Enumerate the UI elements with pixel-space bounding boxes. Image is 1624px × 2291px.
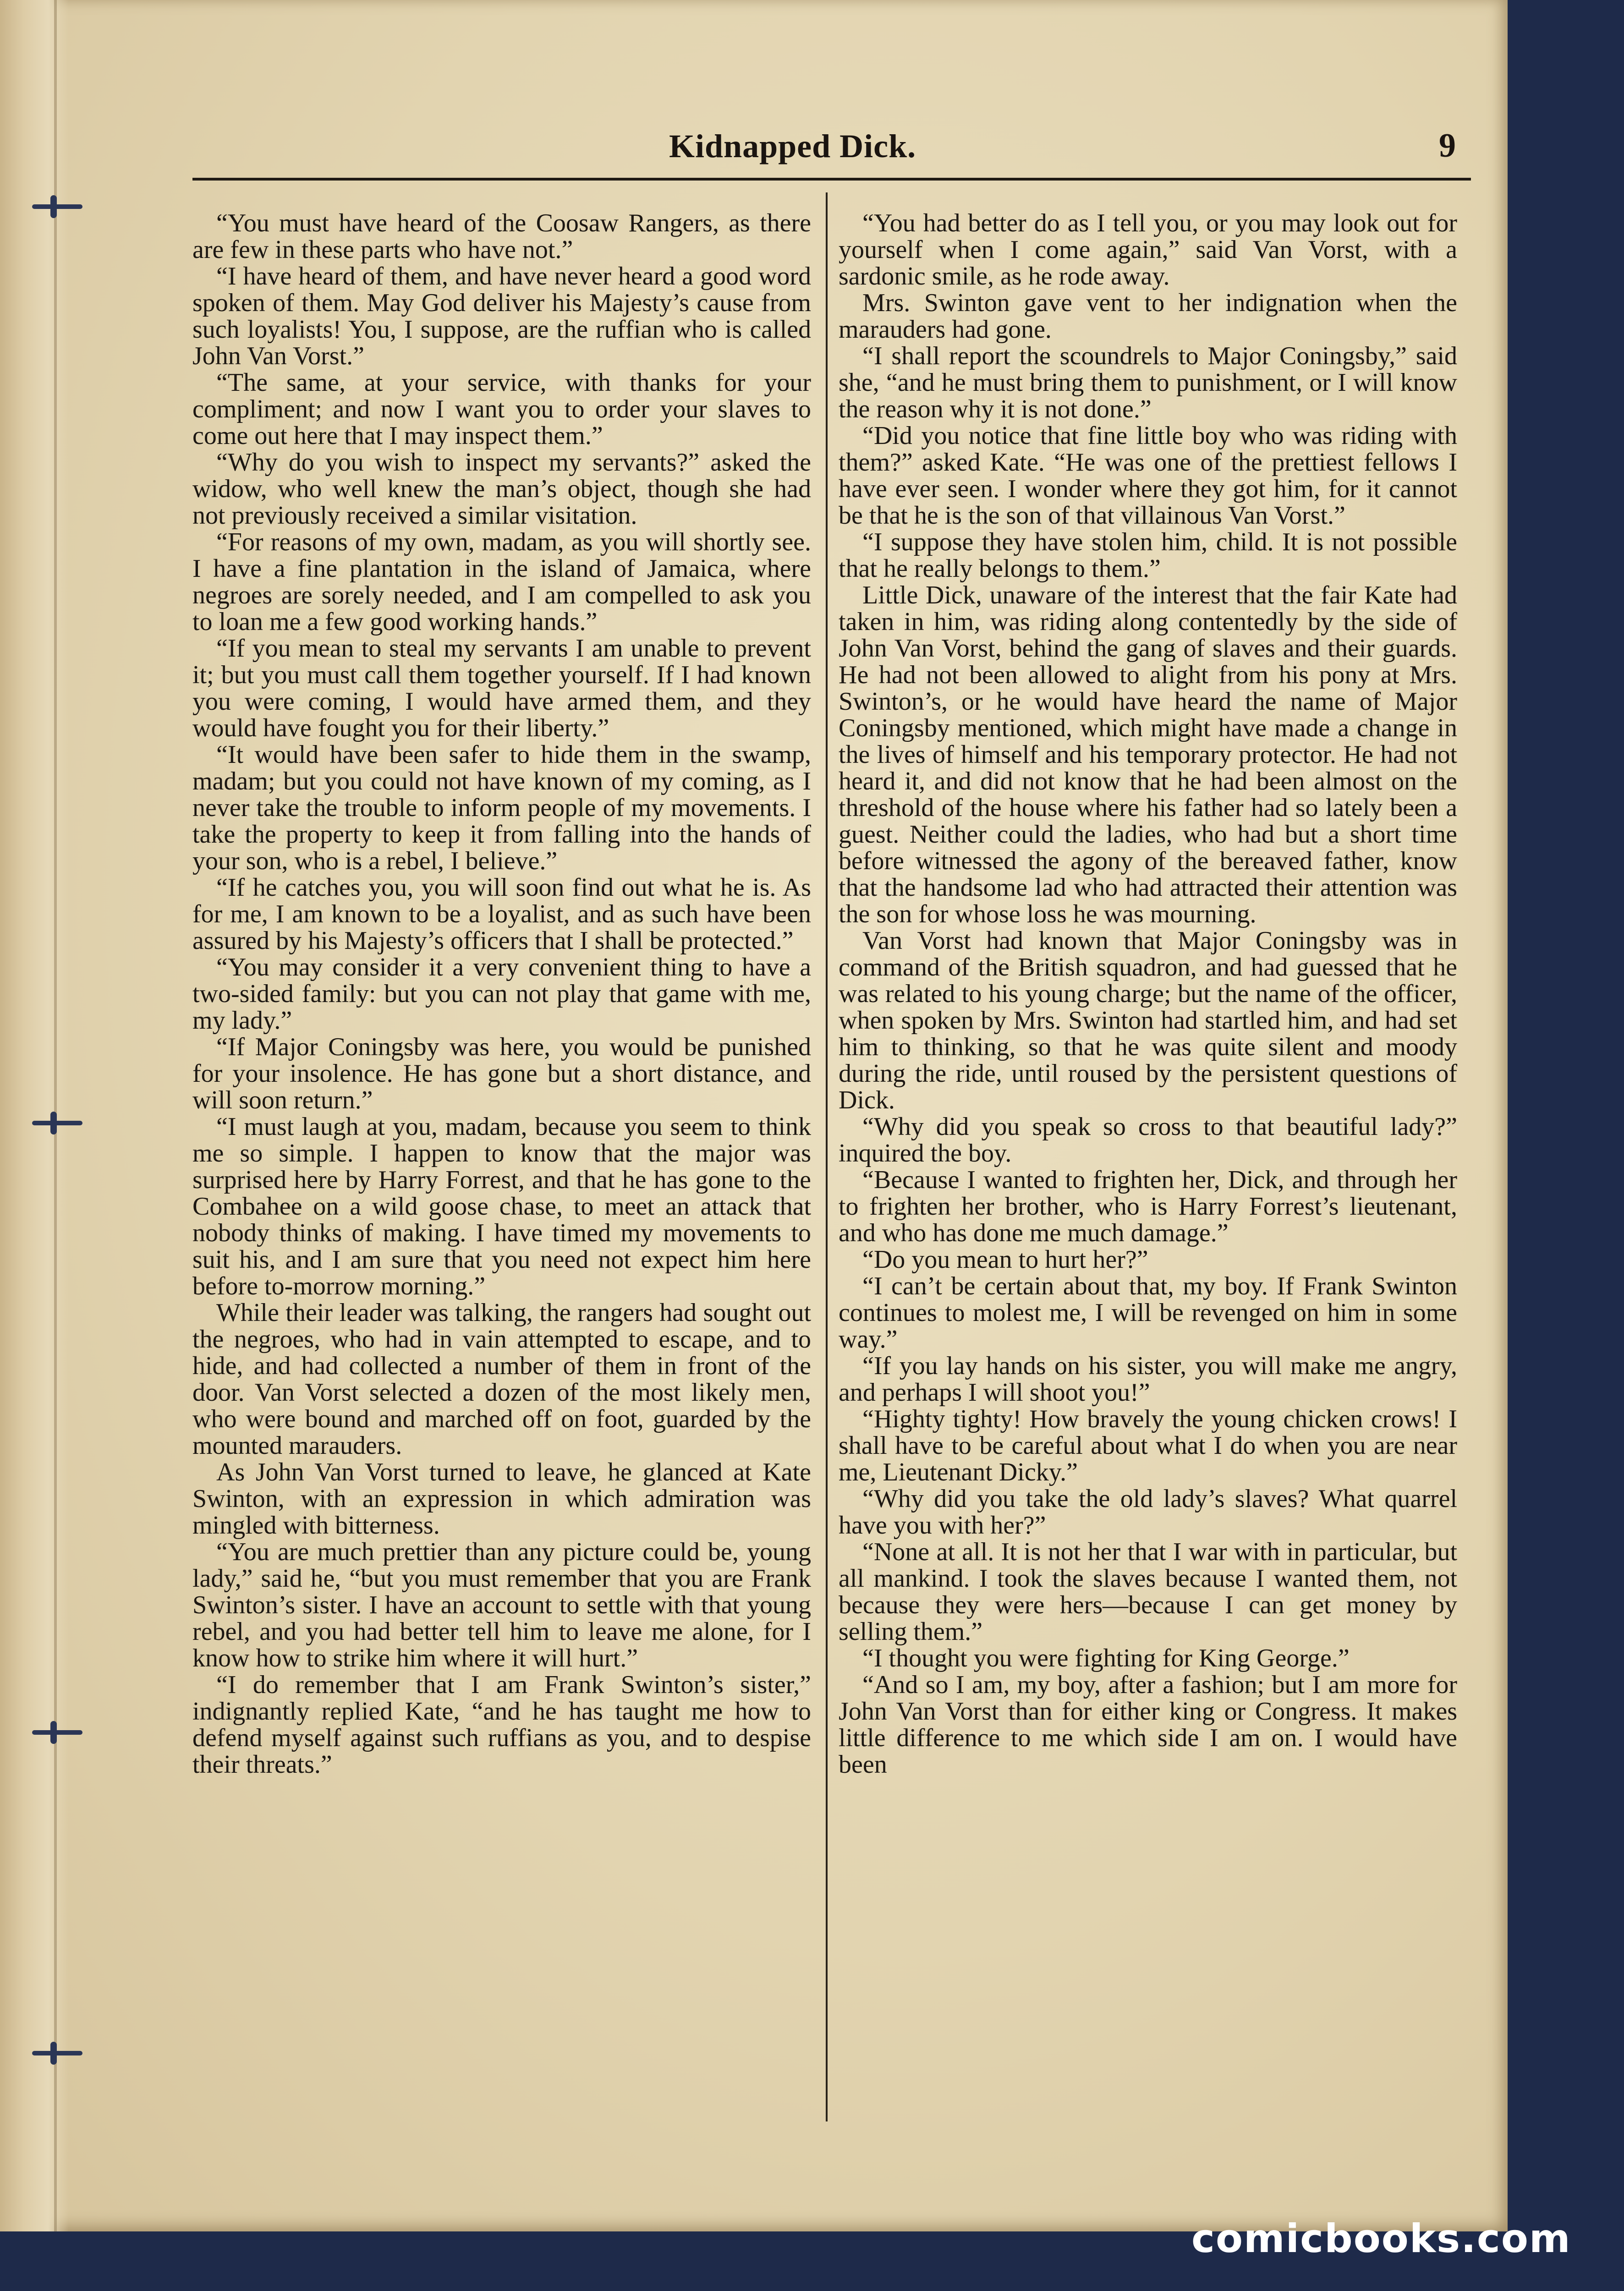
paragraph: “If you lay hands on his sister, you will make me angry, and perhaps I will shoot you!” — [839, 1352, 1457, 1407]
page-spine — [0, 0, 69, 2231]
binding-staple — [32, 202, 82, 212]
paragraph: “And so I am, my boy, after a fashion; but I am more for John Van Vorst than for either king or Congress. It makes little difference to me which side I am on. I would have been — [839, 1671, 1457, 1779]
paragraph: As John Van Vorst turned to leave, he glanced at Kate Swinton, with an expression in which admiration was mingled with bitterness. — [192, 1458, 811, 1540]
site-watermark: comicbooks.com — [1191, 2216, 1571, 2262]
paragraph: “You must have heard of the Coosaw Rangers, as there are few in these parts who have not.” — [192, 209, 811, 264]
paragraph: “If he catches you, you will soon find out what he is. As for me, I am known to be a loyalist, and as such have been assured by his Majesty’s officers that I shall be protected.” — [192, 873, 811, 955]
paragraph: “The same, at your service, with thanks for your compliment; and now I want you to order your slaves to come out here that I may inspect them.” — [192, 368, 811, 450]
paragraph: “I suppose they have stolen him, child. It is not possible that he really belongs to them.” — [839, 528, 1457, 583]
paragraph: “I thought you were fighting for King George.” — [862, 1644, 1350, 1672]
paragraph: “I can’t be certain about that, my boy. If Frank Swinton continues to molest me, I will be revenged on him in some way.” — [839, 1272, 1457, 1354]
paragraph: “I shall report the scoundrels to Major Coningsby,” said she, “and he must bring them to punishment, or I will know the reason why it is not done.” — [839, 342, 1457, 423]
paragraph: “I must laugh at you, madam, because you seem to think me so simple. I happen to know that the major was surprised here by Harry Forrest, and that he has gone to the Combahee on a wild goose chase, to meet an attack that nobody thinks of making. I have timed my movements to suit his, and I am sure that you need not expect him here before to-morrow morning.” — [192, 1113, 811, 1300]
paragraph: “Why did you speak so cross to that beautiful lady?” inquired the boy. — [839, 1113, 1457, 1167]
page-number: 9 — [1439, 127, 1456, 164]
paragraph: Mrs. Swinton gave vent to her indignation when the marauders had gone. — [839, 289, 1457, 344]
binding-staple — [32, 1727, 82, 1737]
column-divider — [826, 192, 828, 2121]
paragraph: “Why did you take the old lady’s slaves? What quarrel have you with her?” — [839, 1485, 1457, 1540]
paragraph: “For reasons of my own, madam, as you will shortly see. I have a fine plantation in the island of Jamaica, where negroes are sorely needed, and I am compelled to ask you to loan me a few good working hands.” — [192, 528, 811, 636]
right-text-column — [839, 210, 1457, 1778]
left-text-column — [192, 210, 811, 1778]
paragraph: “Do you mean to hurt her?” — [862, 1245, 1148, 1274]
paragraph: “Did you notice that fine little boy who was riding with them?” asked Kate. “He was one of the prettiest fellows I have ever seen. I wonder where they got him, for it cannot be that he is the son of that villainous Van Vorst.” — [839, 422, 1457, 530]
paragraph: While their leader was talking, the rangers had sought out the negroes, who had in vain attempted to escape, and to hide, and had collected a number of them in front of the door. Van Vorst selected a dozen of the most likely men, who were bound and marched off on foot, guarded by the mounted marauders. — [192, 1299, 811, 1460]
binding-staple — [32, 2048, 82, 2058]
header-rule — [192, 178, 1471, 181]
paragraph: “Why do you wish to inspect my servants?” asked the widow, who well knew the man’s object, though she had not previously received a similar visitation. — [192, 448, 811, 530]
binding-staple — [32, 1118, 82, 1128]
paragraph: “I have heard of them, and have never heard a good word spoken of them. May God deliver his Majesty’s cause from such loyalists! You, I suppose, are the ruffian who is called John Van Vorst.” — [192, 262, 811, 370]
paragraph: “You may consider it a very convenient thing to have a two-sided family: but you can not play that game with me, my lady.” — [192, 953, 811, 1035]
paragraph: “You are much prettier than any picture could be, young lady,” said he, “but you must remember that you are Frank Swinton’s sister. I have an account to settle with that young rebel, and you had better tell him to leave me alone, for I know how to strike him where it will hurt.” — [192, 1538, 811, 1672]
paragraph: “None at all. It is not her that I war with in particular, but all mankind. I took the slaves because I wanted them, not because they were hers—because I can get money by selling them.” — [839, 1538, 1457, 1646]
paragraph: Little Dick, unaware of the interest that the fair Kate had taken in him, was riding along contentedly by the side of John Van Vorst, behind the gang of slaves and their guards. He had not been allowed to alight from his pony at Mrs. Swinton’s, or he would have heard the name of Major Coningsby mentioned, which might have made a change in the lives of himself and his temporary protector. He had not heard it, and did not know that he had been almost on the threshold of the house where his father had so lately been a guest. Neither could the ladies, who had but a short time before witnessed the agony of the bereaved father, know that the handsome lad who had attracted their attention was the son for whose loss he was mourning. — [839, 581, 1457, 928]
paragraph: “Because I wanted to frighten her, Dick, and through her to frighten her brother, who is Harry Forrest’s lieutenant, and who has done me much damage.” — [839, 1166, 1457, 1247]
paragraph: “I do remember that I am Frank Swinton’s sister,” indignantly replied Kate, “and he has taught me how to defend myself against such ruffians as you, and to despise their threats.” — [192, 1671, 811, 1779]
paragraph: “Highty tighty! How bravely the young chicken crows! I shall have to be careful about what I do when you are near me, Lieutenant Dicky.” — [839, 1405, 1457, 1486]
paragraph: “You had better do as I tell you, or you may look out for yourself when I come again,” said Van Vorst, with a sardonic smile, as he rode away. — [839, 209, 1457, 290]
paragraph: Van Vorst had known that Major Coningsby was in command of the British squadron, and had guessed that he was related to his young charge; but the name of the officer, when spoken by Mrs. Swinton had startled him, and had set him to thinking, so that he was quite silent and moody during the ride, until roused by the persistent questions of Dick. — [839, 926, 1457, 1114]
paragraph: “It would have been safer to hide them in the swamp, madam; but you could not have known of my coming, as I never take the trouble to inform people of my movements. I take the property to keep it from falling into the hands of your son, who is a rebel, I believe.” — [192, 740, 811, 875]
paragraph: “If you mean to steal my servants I am unable to prevent it; but you must call them together yourself. If I had known you were coming, I would have armed them, and they would have fought you for their liberty.” — [192, 634, 811, 742]
running-head-title: Kidnapped Dick. — [669, 128, 916, 164]
paragraph: “If Major Coningsby was here, you would be punished for your insolence. He has gone but a short distance, and will soon return.” — [192, 1033, 811, 1114]
